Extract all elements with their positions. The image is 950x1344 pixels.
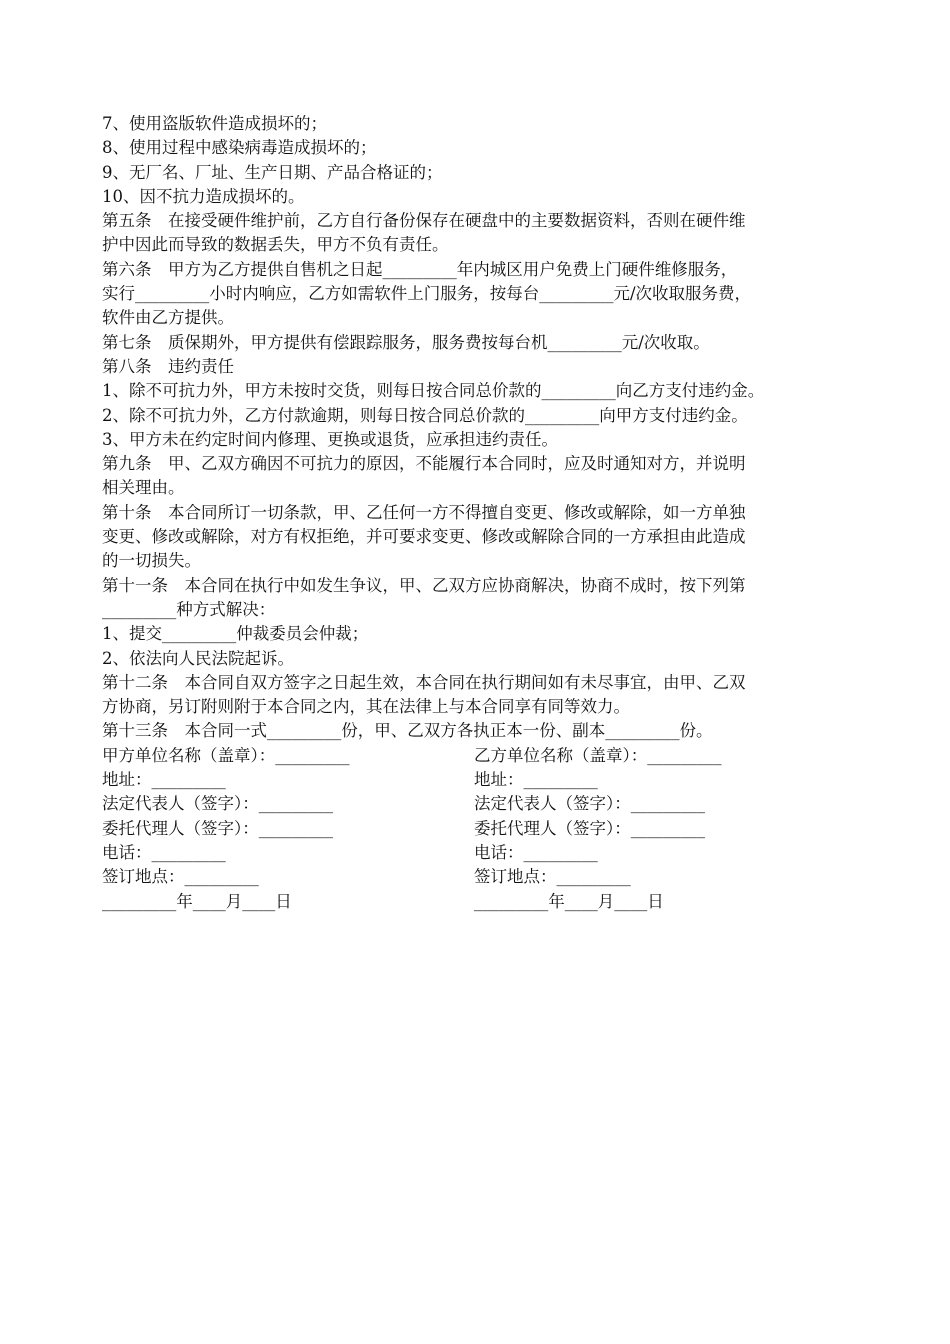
party-b-phone: 电话：_________ <box>474 842 598 862</box>
clause-line: 实行_________小时内响应，乙方如需软件上门服务，按每台_________元/次收取服务费， <box>102 284 752 304</box>
party-b-agent: 委托代理人（签字）：_________ <box>474 818 705 838</box>
clause-line: 第七条 质保期外，甲方提供有偿跟踪服务，服务费按每台机_________元/次收取。 <box>102 332 710 352</box>
signature-row-place <box>102 865 862 889</box>
signature-row-address <box>102 768 862 792</box>
clause-line: 第九条 甲、乙双方确因不可抗力的原因，不能履行本合同时，应及时通知对方，并说明 <box>102 454 746 474</box>
clause-line: 变更、修改或解除，对方有权拒绝，并可要求变更、修改或解除合同的一方承担由此造成 <box>102 527 746 547</box>
signature-row-phone <box>102 841 862 865</box>
clause-line: 方协商，另订附则附于本合同之内，其在法律上与本合同享有同等效力。 <box>102 697 630 717</box>
party-a-agent: 委托代理人（签字）：_________ <box>102 818 333 838</box>
signature-row-agent <box>102 817 862 841</box>
clause-line: 的一切损失。 <box>102 551 201 571</box>
clause-line: 1、除不可抗力外，甲方未按时交货，则每日按合同总价款的_________向乙方支付违约金。 <box>102 381 765 401</box>
clause-line: 第六条 甲方为乙方提供自售机之日起_________年内城区用户免费上门硬件维修服务， <box>102 259 738 279</box>
clause-line: 第十条 本合同所订一切条款，甲、乙任何一方不得擅自变更、修改或解除，如一方单独 <box>102 502 746 522</box>
clause-line: 相关理由。 <box>102 478 185 498</box>
party-b-date: _________年____月____日 <box>474 891 664 911</box>
party-b-signing-place: 签订地点：_________ <box>474 867 631 887</box>
clause-line: 护中因此而导致的数据丢失，甲方不负有责任。 <box>102 235 449 255</box>
party-a-signing-place: 签订地点：_________ <box>102 867 259 887</box>
party-b-address: 地址：_________ <box>474 770 598 790</box>
signature-row-unit-name <box>102 744 862 768</box>
clause-line: 第十三条 本合同一式_________份，甲、乙双方各执正本一份、副本_________份。 <box>102 721 713 741</box>
signature-row-date <box>102 890 862 914</box>
party-a-unit-name: 甲方单位名称（盖章）：_________ <box>102 745 350 765</box>
party-a-date: _________年____月____日 <box>102 891 292 911</box>
clause-line: _________种方式解决： <box>102 599 276 619</box>
clause-line: 第八条 违约责任 <box>102 356 234 376</box>
clause-line: 第五条 在接受硬件维护前，乙方自行备份保存在硬盘中的主要数据资料，否则在硬件维 <box>102 211 746 231</box>
contract-body <box>102 112 862 744</box>
signature-block <box>102 744 862 914</box>
clause-line: 1、提交_________仲裁委员会仲裁； <box>102 624 369 644</box>
clause-line: 10、因不抗力造成损坏的。 <box>102 186 305 206</box>
clause-line: 7、使用盗版软件造成损坏的； <box>102 114 327 133</box>
clause-line: 2、依法向人民法院起诉。 <box>102 648 294 668</box>
clause-line: 8、使用过程中感染病毒造成损坏的； <box>102 138 377 158</box>
contract-page <box>102 112 862 914</box>
clause-line: 9、无厂名、厂址、生产日期、产品合格证的； <box>102 162 443 182</box>
signature-row-legal-rep <box>102 792 862 816</box>
clause-line: 第十一条 本合同在执行中如发生争议，甲、乙双方应协商解决，协商不成时，按下列第 <box>102 575 746 595</box>
party-a-address: 地址：_________ <box>102 770 226 790</box>
party-b-legal-rep: 法定代表人（签字）：_________ <box>474 794 705 814</box>
clause-line: 软件由乙方提供。 <box>102 308 234 328</box>
clause-line: 2、除不可抗力外，乙方付款逾期，则每日按合同总价款的_________向甲方支付违约金。 <box>102 405 748 425</box>
party-a-phone: 电话：_________ <box>102 842 226 862</box>
clause-line: 第十二条 本合同自双方签字之日起生效，本合同在执行期间如有未尽事宜，由甲、乙双 <box>102 672 746 692</box>
party-b-unit-name: 乙方单位名称（盖章）：_________ <box>474 745 722 765</box>
party-a-legal-rep: 法定代表人（签字）：_________ <box>102 794 333 814</box>
clause-line: 3、甲方未在约定时间内修理、更换或退货，应承担违约责任。 <box>102 429 558 449</box>
